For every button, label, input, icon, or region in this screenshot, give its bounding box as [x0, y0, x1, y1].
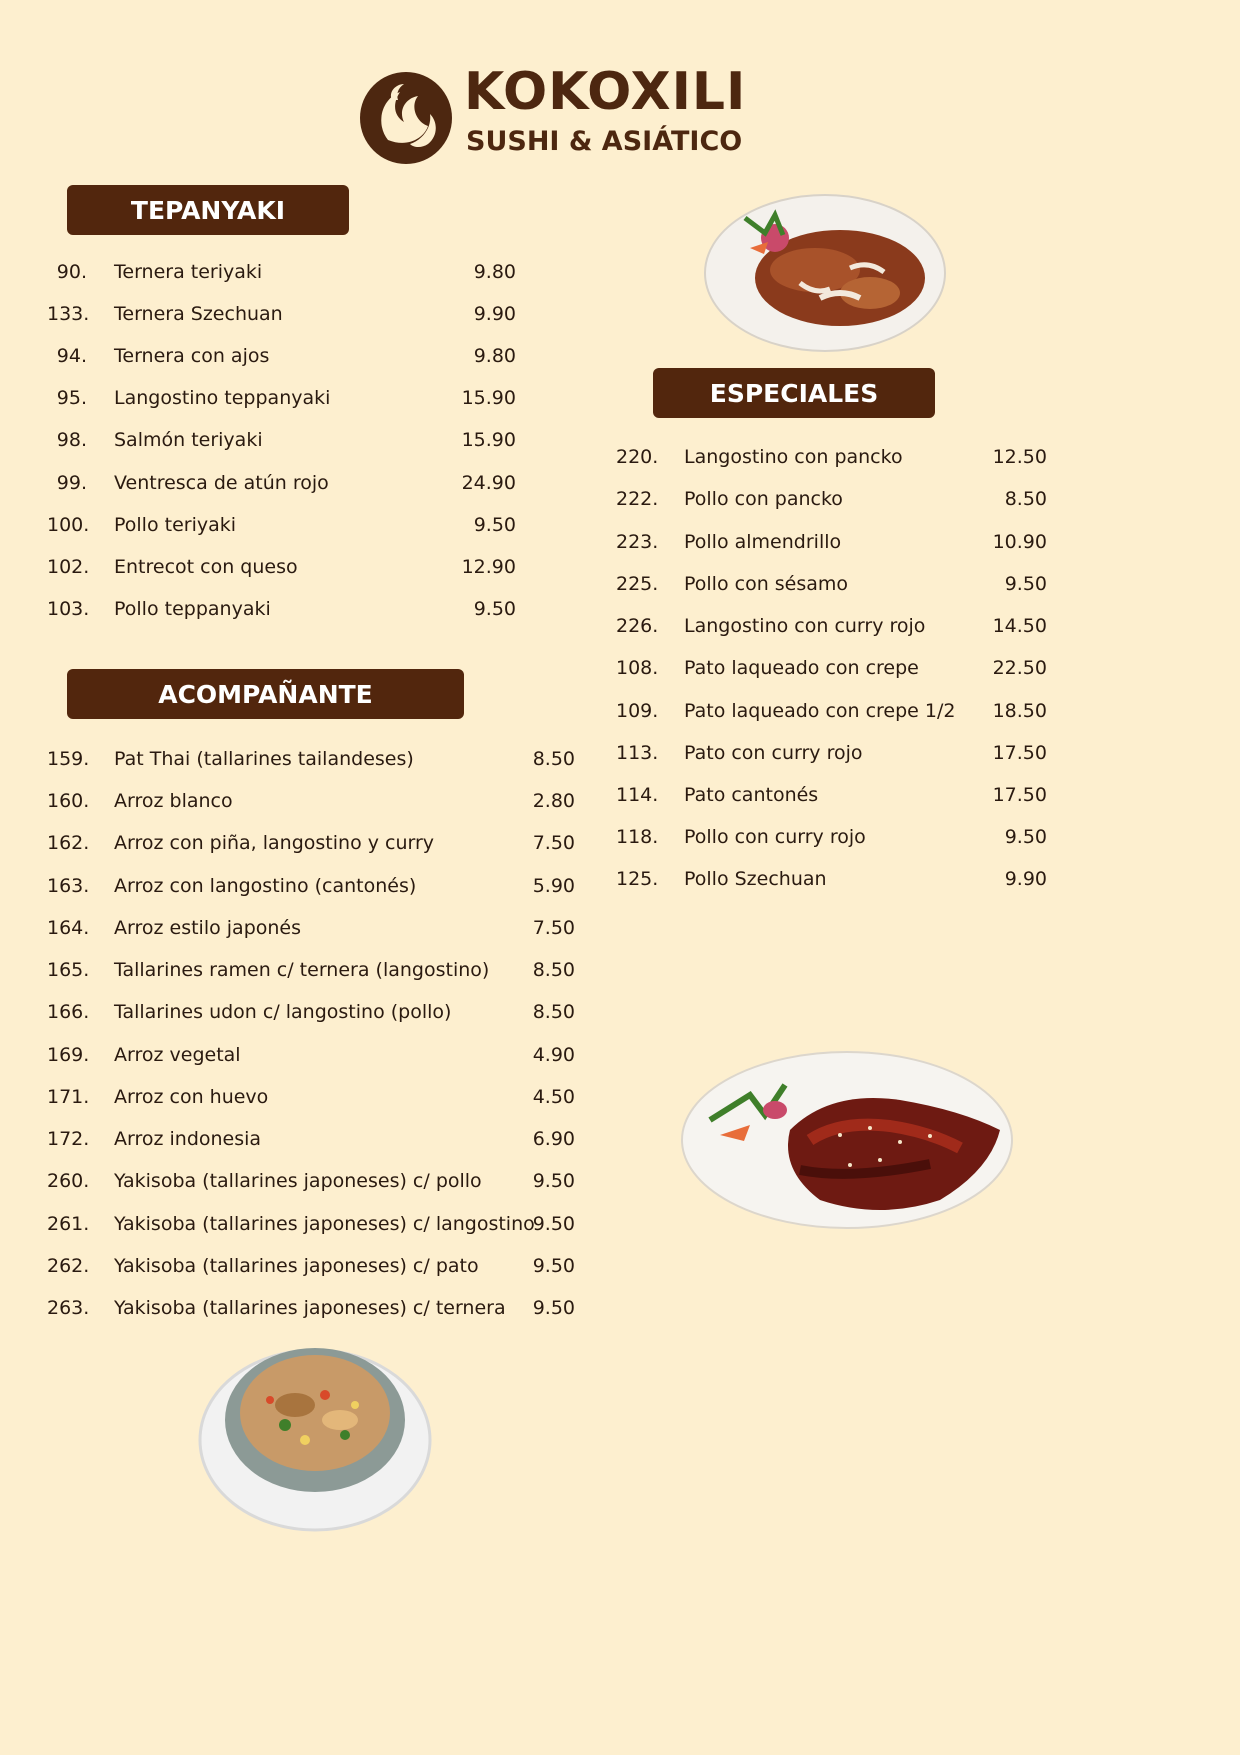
- item-number: 164.: [47, 917, 90, 939]
- item-name: Ternera teriyaki: [114, 261, 263, 283]
- item-number: 220.: [616, 446, 659, 468]
- item-price: 9.50: [473, 514, 516, 536]
- item-number: 222.: [616, 488, 659, 510]
- item-name: Pollo Szechuan: [684, 868, 827, 890]
- item-number: 102.: [47, 556, 90, 578]
- item-name: Pato laqueado con crepe 1/2: [684, 700, 956, 722]
- section-header-acompanante: ACOMPAÑANTE: [67, 669, 464, 719]
- item-number: 166.: [47, 1001, 90, 1023]
- list-item: [47, 872, 575, 900]
- item-number: 225.: [616, 573, 659, 595]
- item-price: 15.90: [461, 387, 516, 409]
- food-photo-roast-duck: [680, 1040, 1015, 1235]
- item-number: 113.: [616, 742, 659, 764]
- list-item: [47, 553, 516, 581]
- item-price: 24.90: [461, 472, 516, 494]
- list-item: [47, 914, 575, 942]
- item-name: Pato laqueado con crepe: [684, 657, 919, 679]
- list-item: [47, 469, 516, 497]
- item-price: 14.50: [992, 615, 1047, 637]
- item-name: Yakisoba (tallarines japoneses) c/ langostino: [114, 1213, 535, 1235]
- item-number: 261.: [47, 1213, 90, 1235]
- item-name: Arroz estilo japonés: [114, 917, 302, 939]
- item-name: Yakisoba (tallarines japoneses) c/ pato: [114, 1255, 479, 1277]
- item-price: 9.50: [532, 1170, 575, 1192]
- brand-name: KOKOXILI: [464, 62, 747, 122]
- item-number: 159.: [47, 748, 90, 770]
- list-item: [47, 300, 516, 328]
- item-price: 4.90: [532, 1044, 575, 1066]
- item-price: 9.90: [473, 303, 516, 325]
- item-price: 7.50: [532, 917, 575, 939]
- item-name: Ternera con ajos: [114, 345, 270, 367]
- item-price: 15.90: [461, 429, 516, 451]
- item-number: 260.: [47, 1170, 90, 1192]
- item-name: Pollo teppanyaki: [114, 598, 271, 620]
- item-price: 9.50: [532, 1297, 575, 1319]
- list-item: [47, 998, 575, 1026]
- item-number: 160.: [47, 790, 90, 812]
- item-number: 262.: [47, 1255, 90, 1277]
- list-item: [47, 1294, 575, 1322]
- item-price: 9.50: [532, 1255, 575, 1277]
- list-item: [47, 1210, 575, 1238]
- item-name: Ternera Szechuan: [114, 303, 283, 325]
- item-price: 7.50: [532, 832, 575, 854]
- list-item: [616, 612, 1047, 640]
- item-name: Pat Thai (tallarines tailandeses): [114, 748, 414, 770]
- item-price: 4.50: [532, 1086, 575, 1108]
- list-item: [47, 384, 516, 412]
- item-name: Arroz con huevo: [114, 1086, 269, 1108]
- item-name: Yakisoba (tallarines japoneses) c/ ternera: [114, 1297, 506, 1319]
- list-item: [47, 1252, 575, 1280]
- list-item: [47, 595, 516, 623]
- food-photo-stirfry: [700, 178, 950, 358]
- item-price: 9.90: [1004, 868, 1047, 890]
- list-item: [47, 258, 516, 286]
- item-price: 22.50: [992, 657, 1047, 679]
- item-price: 8.50: [532, 748, 575, 770]
- item-name: Tallarines udon c/ langostino (pollo): [114, 1001, 452, 1023]
- logo-icon: [358, 70, 454, 166]
- item-price: 9.50: [1004, 573, 1047, 595]
- item-number: 98.: [56, 429, 87, 451]
- item-price: 18.50: [992, 700, 1047, 722]
- item-name: Arroz vegetal: [114, 1044, 241, 1066]
- item-number: 103.: [47, 598, 90, 620]
- list-item: [47, 787, 575, 815]
- item-number: 99.: [56, 472, 87, 494]
- item-number: 133.: [47, 303, 90, 325]
- item-name: Arroz indonesia: [114, 1128, 262, 1150]
- item-number: 163.: [47, 875, 90, 897]
- item-number: 108.: [616, 657, 659, 679]
- item-number: 162.: [47, 832, 90, 854]
- item-number: 109.: [616, 700, 659, 722]
- item-number: 263.: [47, 1297, 90, 1319]
- item-price: 5.90: [532, 875, 575, 897]
- item-name: Langostino con curry rojo: [684, 615, 926, 637]
- item-name: Yakisoba (tallarines japoneses) c/ pollo: [114, 1170, 482, 1192]
- list-item: [616, 697, 1047, 725]
- item-price: 2.80: [532, 790, 575, 812]
- item-number: 223.: [616, 531, 659, 553]
- item-price: 9.50: [1004, 826, 1047, 848]
- list-item: [47, 956, 575, 984]
- item-name: Pollo con curry rojo: [684, 826, 866, 848]
- item-price: 8.50: [532, 1001, 575, 1023]
- item-number: 94.: [56, 345, 87, 367]
- list-item: [616, 485, 1047, 513]
- list-item: [47, 829, 575, 857]
- list-item: [47, 426, 516, 454]
- item-price: 9.80: [473, 261, 516, 283]
- item-number: 90.: [56, 261, 87, 283]
- list-item: [47, 342, 516, 370]
- item-number: 171.: [47, 1086, 90, 1108]
- item-name: Langostino con pancko: [684, 446, 903, 468]
- item-name: Arroz blanco: [114, 790, 233, 812]
- list-item: [47, 511, 516, 539]
- list-item: [616, 443, 1047, 471]
- item-number: 114.: [616, 784, 659, 806]
- list-item: [47, 1041, 575, 1069]
- item-name: Langostino teppanyaki: [114, 387, 331, 409]
- item-price: 9.50: [473, 598, 516, 620]
- list-item: [47, 1167, 575, 1195]
- item-number: 125.: [616, 868, 659, 890]
- list-item: [616, 781, 1047, 809]
- item-number: 226.: [616, 615, 659, 637]
- list-item: [616, 739, 1047, 767]
- item-price: 8.50: [532, 959, 575, 981]
- item-number: 172.: [47, 1128, 90, 1150]
- item-price: 17.50: [992, 742, 1047, 764]
- list-item: [616, 654, 1047, 682]
- item-name: Entrecot con queso: [114, 556, 298, 578]
- item-price: 10.90: [992, 531, 1047, 553]
- item-number: 95.: [56, 387, 87, 409]
- item-name: Salmón teriyaki: [114, 429, 263, 451]
- item-name: Arroz con langostino (cantonés): [114, 875, 417, 897]
- item-price: 8.50: [1004, 488, 1047, 510]
- list-item: [616, 570, 1047, 598]
- item-price: 12.50: [992, 446, 1047, 468]
- food-photo-fried-rice: [195, 1325, 435, 1535]
- item-number: 118.: [616, 826, 659, 848]
- item-name: Tallarines ramen c/ ternera (langostino): [114, 959, 490, 981]
- item-name: Pato con curry rojo: [684, 742, 863, 764]
- section-header-tepanyaki: TEPANYAKI: [67, 185, 349, 235]
- item-name: Pato cantonés: [684, 784, 819, 806]
- item-number: 169.: [47, 1044, 90, 1066]
- item-name: Arroz con piña, langostino y curry: [114, 832, 435, 854]
- list-item: [616, 865, 1047, 893]
- item-name: Pollo almendrillo: [684, 531, 842, 553]
- section-header-especiales: ESPECIALES: [653, 368, 935, 418]
- brand-subtitle: SUSHI & ASIÁTICO: [466, 126, 743, 157]
- list-item: [47, 1083, 575, 1111]
- item-price: 9.50: [532, 1213, 575, 1235]
- item-price: 12.90: [461, 556, 516, 578]
- item-number: 100.: [47, 514, 90, 536]
- item-price: 6.90: [532, 1128, 575, 1150]
- item-number: 165.: [47, 959, 90, 981]
- list-item: [616, 823, 1047, 851]
- item-price: 17.50: [992, 784, 1047, 806]
- item-name: Pollo teriyaki: [114, 514, 237, 536]
- list-item: [47, 745, 575, 773]
- list-item: [616, 528, 1047, 556]
- item-price: 9.80: [473, 345, 516, 367]
- item-name: Pollo con sésamo: [684, 573, 849, 595]
- item-name: Pollo con pancko: [684, 488, 843, 510]
- item-name: Ventresca de atún rojo: [114, 472, 329, 494]
- list-item: [47, 1125, 575, 1153]
